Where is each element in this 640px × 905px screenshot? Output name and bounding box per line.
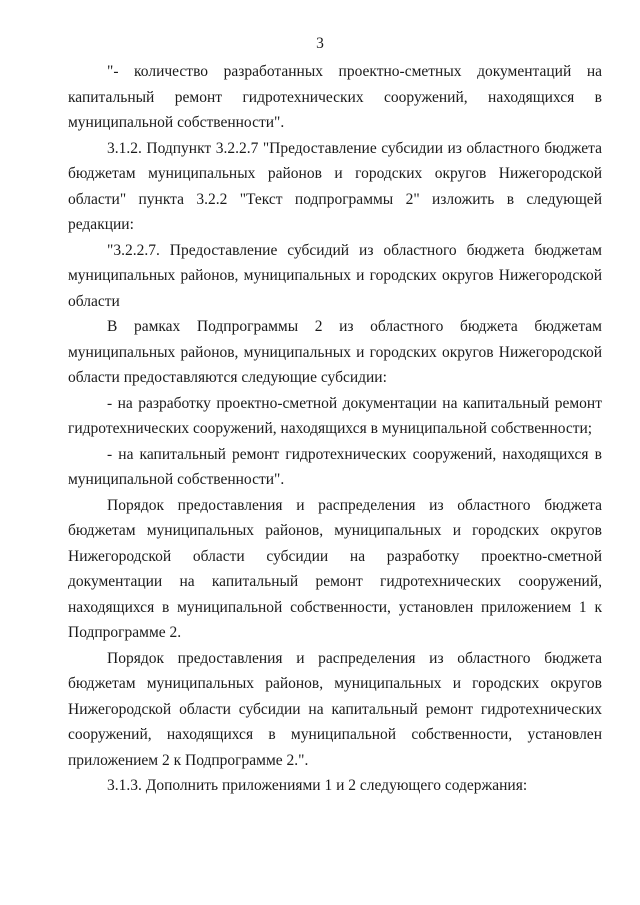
paragraph-3-1-2: 3.1.2. Подпункт 3.2.2.7 "Предоставление субсидии из областного бюджета бюджетам муниципальных районов и городских округов Нижегородской области" пункта 3.2.2 "Текст подпрограммы 2" изложить в следующей редакции: xyxy=(68,139,602,233)
paragraph-3-2-2-7: "3.2.2.7. Предоставление субсидий из областного бюджета бюджетам муниципальных районов, муниципальных и городских округов Нижегородской области xyxy=(68,241,602,310)
paragraph-indicator-item: "- количество разработанных проектно-сметных документаций на капитальный ремонт гидротехнических сооружений, находящихся в муниципальной собственности". xyxy=(68,63,602,131)
paragraph-subsidy-design: - на разработку проектно-сметной документации на капитальный ремонт гидротехнических сооружений, находящихся в муниципальной собственности; xyxy=(68,394,602,437)
paragraph-3-1-3: 3.1.3. Дополнить приложениями 1 и 2 следующего содержания: xyxy=(107,777,528,794)
paragraph-subsidy-repair: - на капитальный ремонт гидротехнических сооружений, находящихся в муниципальной собственности". xyxy=(68,445,602,488)
page-number: 3 xyxy=(316,35,324,52)
paragraph-procedure-appendix-1: Порядок предоставления и распределения из областного бюджета бюджетам муниципальных районов, муниципальных и городских округов Нижегородской области субсидии на разработку проектно-сметной документации на капитальный ремонт гидротехнических сооружений, находящихся в муниципальной собственности, установлен приложением 1 к Подпрограмме 2. xyxy=(68,496,602,641)
paragraph-subprogram-subsidies: В рамках Подпрограммы 2 из областного бюджета бюджетам муниципальных районов, муниципальных и городских округов Нижегородской области предоставляются следующие субсидии: xyxy=(68,318,602,386)
document-body xyxy=(68,59,602,799)
paragraph-procedure-appendix-2: Порядок предоставления и распределения из областного бюджета бюджетам муниципальных районов, муниципальных и городских округов Нижегородской области субсидии на капитальный ремонт гидротехнических сооружений, находящихся в муниципальной собственности, установлен приложением 2 к Подпрограмме 2.". xyxy=(68,649,602,769)
